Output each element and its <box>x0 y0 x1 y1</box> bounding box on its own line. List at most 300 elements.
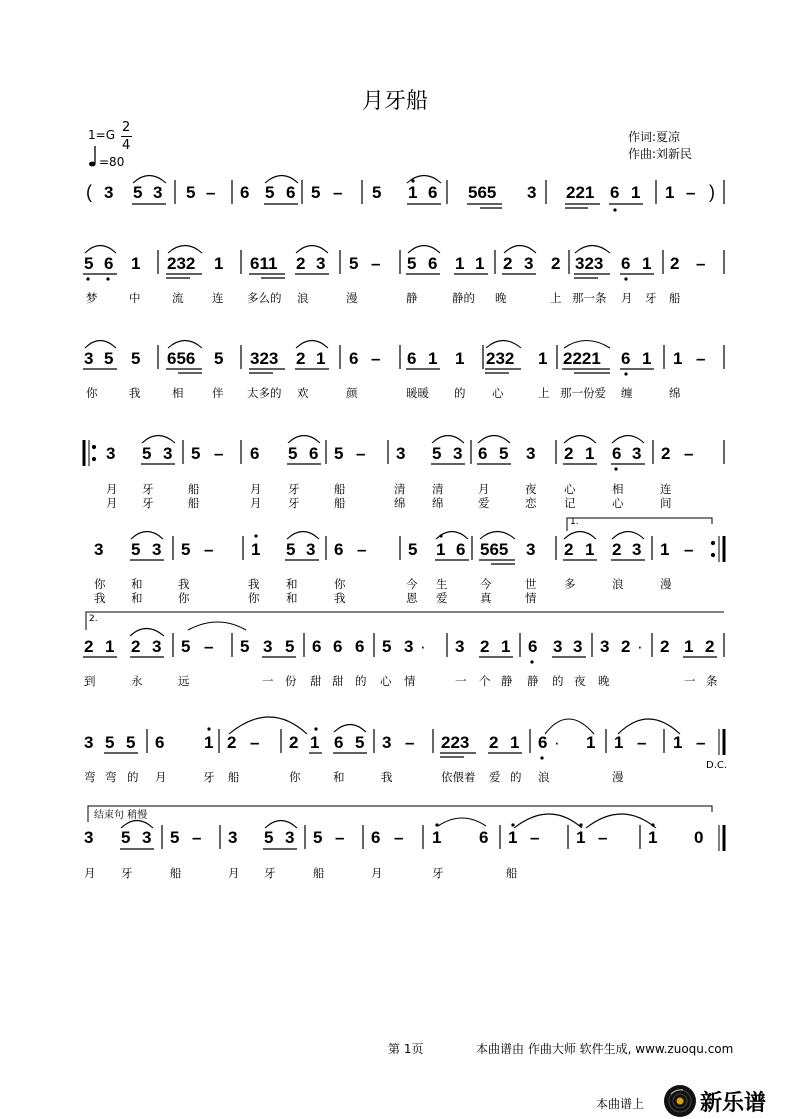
lyric: 情 <box>404 674 416 688</box>
lyric: 一 <box>455 674 467 688</box>
lyric: 船 <box>334 496 346 510</box>
lyric: 爱 <box>489 770 501 784</box>
lyric: 那一条 <box>572 291 607 305</box>
svg-text:1: 1 <box>432 828 442 847</box>
lyric: 绵 <box>432 496 444 510</box>
svg-text:6: 6 <box>355 637 365 656</box>
lyric: 牙 <box>121 866 133 880</box>
lyric: 和 <box>333 770 345 784</box>
svg-text:1: 1 <box>436 540 446 559</box>
da-capo-mark: D.C. <box>706 760 728 771</box>
svg-text:3: 3 <box>84 349 94 368</box>
svg-text:–: – <box>204 540 214 559</box>
lyric: 静 <box>527 674 539 688</box>
lyric: 船 <box>506 866 518 880</box>
lyric: 漫 <box>660 577 672 591</box>
svg-text:1: 1 <box>631 183 641 202</box>
svg-text:5: 5 <box>372 183 382 202</box>
lyric: 我 <box>178 577 190 591</box>
open-paren: ( <box>86 182 92 202</box>
lyric: 牙 <box>203 770 215 784</box>
svg-text:3: 3 <box>600 637 610 656</box>
lyric: 月 <box>250 496 262 510</box>
lyric: 世 <box>525 577 537 591</box>
lyric: 连 <box>212 291 224 305</box>
svg-text:–: – <box>333 183 343 202</box>
svg-text:1: 1 <box>665 183 675 202</box>
svg-text:2: 2 <box>612 540 622 559</box>
lyric: 相 <box>612 482 624 496</box>
lyric: 的 <box>127 770 139 784</box>
lyric: 我 <box>334 591 346 605</box>
svg-text:3: 3 <box>163 444 173 463</box>
lyric: 牙 <box>142 496 154 510</box>
svg-text:3: 3 <box>453 444 463 463</box>
lyric: 的 <box>552 674 564 688</box>
svg-text:5: 5 <box>240 637 250 656</box>
lyric: 你 <box>289 770 301 784</box>
upload-credit: 本曲谱上 <box>596 1097 645 1111</box>
svg-text:6: 6 <box>479 828 489 847</box>
svg-text:2: 2 <box>489 733 499 752</box>
lyric: 中 <box>129 291 141 305</box>
svg-text:6: 6 <box>104 254 114 273</box>
svg-text:1: 1 <box>475 254 485 273</box>
svg-text:6: 6 <box>333 637 343 656</box>
lyric: 船 <box>188 496 200 510</box>
svg-text:5: 5 <box>170 828 180 847</box>
page-number: 第 1页 <box>388 1042 424 1056</box>
svg-text:2: 2 <box>84 637 94 656</box>
svg-text:221: 221 <box>566 183 595 202</box>
lyric: 太多的 <box>247 386 282 400</box>
svg-text:–: – <box>357 540 367 559</box>
svg-text:5: 5 <box>408 540 418 559</box>
svg-text:223: 223 <box>441 733 470 752</box>
svg-text:3: 3 <box>84 733 94 752</box>
lyric: 月 <box>371 866 383 880</box>
svg-text:5: 5 <box>382 637 392 656</box>
svg-text:3: 3 <box>153 183 163 202</box>
lyric: 和 <box>286 577 298 591</box>
svg-text:1: 1 <box>204 733 214 752</box>
lyric: 静的 <box>452 291 475 305</box>
lyric: 恋 <box>525 496 537 510</box>
svg-text:2221: 2221 <box>563 349 601 368</box>
lyric: 月 <box>250 482 262 496</box>
svg-text:5: 5 <box>499 444 509 463</box>
svg-text:5: 5 <box>432 444 442 463</box>
svg-text:3: 3 <box>632 444 642 463</box>
lyric: 爱 <box>478 496 490 510</box>
svg-text:232: 232 <box>167 254 196 273</box>
svg-text:2: 2 <box>621 637 631 656</box>
lyric: 牙 <box>432 866 444 880</box>
svg-text:6: 6 <box>407 349 417 368</box>
lyric: 月 <box>106 496 118 510</box>
svg-text:3: 3 <box>94 540 104 559</box>
svg-text:6: 6 <box>250 444 260 463</box>
lyric: 甜 <box>310 674 322 688</box>
lyric: 的 <box>355 674 367 688</box>
svg-text:6: 6 <box>334 540 344 559</box>
svg-text:1: 1 <box>673 349 683 368</box>
svg-text:1: 1 <box>673 733 683 752</box>
svg-text:565: 565 <box>468 183 497 202</box>
lyric: 静 <box>501 674 513 688</box>
svg-text:–: – <box>530 828 540 847</box>
svg-text:5: 5 <box>265 183 275 202</box>
svg-text:·: · <box>637 637 643 656</box>
svg-text:5: 5 <box>313 828 323 847</box>
svg-text:2: 2 <box>480 637 490 656</box>
svg-text:–: – <box>214 444 224 463</box>
ending-mark: 结束句 稍慢 <box>94 810 148 821</box>
lyric: 船 <box>334 482 346 496</box>
lyric: 月 <box>621 291 633 305</box>
svg-text:5: 5 <box>104 349 114 368</box>
svg-text:3: 3 <box>573 637 583 656</box>
svg-text:–: – <box>684 540 694 559</box>
lyric: 我 <box>94 591 106 605</box>
svg-text:–: – <box>356 444 366 463</box>
svg-text:1: 1 <box>501 637 511 656</box>
lyric: 和 <box>131 577 143 591</box>
svg-text:3: 3 <box>228 828 238 847</box>
lyric: 你 <box>86 386 98 400</box>
svg-text:–: – <box>696 349 706 368</box>
lyric: 你 <box>248 591 260 605</box>
lyric: 缠 <box>621 386 633 400</box>
lyric: 船 <box>170 866 182 880</box>
svg-text:1: 1 <box>508 828 518 847</box>
svg-text:1: 1 <box>455 254 465 273</box>
svg-text:5: 5 <box>186 183 196 202</box>
svg-text:6: 6 <box>456 540 466 559</box>
lyric: 夜 <box>574 674 586 688</box>
lyric: 船 <box>228 770 240 784</box>
lyric: 情 <box>525 591 537 605</box>
lyric: 月 <box>155 770 167 784</box>
svg-text:1: 1 <box>105 637 115 656</box>
lyric: 和 <box>286 591 298 605</box>
svg-text:3: 3 <box>527 183 537 202</box>
svg-text:3: 3 <box>632 540 642 559</box>
svg-text:2: 2 <box>670 254 680 273</box>
lyric: 连 <box>660 482 672 496</box>
svg-text:6: 6 <box>349 349 359 368</box>
svg-text:–: – <box>637 733 647 752</box>
lyric: 浪 <box>297 291 309 305</box>
svg-text:5: 5 <box>288 444 298 463</box>
svg-text:2: 2 <box>660 637 670 656</box>
svg-text:5: 5 <box>142 444 152 463</box>
svg-text:–: – <box>684 444 694 463</box>
svg-text:6: 6 <box>286 183 296 202</box>
svg-text:5: 5 <box>131 349 141 368</box>
svg-text:6: 6 <box>312 637 322 656</box>
lyric: 绵 <box>394 496 406 510</box>
lyric: 牙 <box>142 482 154 496</box>
svg-text:1: 1 <box>684 637 694 656</box>
lyric: 真 <box>480 591 492 605</box>
lyric: 我 <box>248 577 260 591</box>
lyric: 夜 <box>525 482 537 496</box>
svg-text:6: 6 <box>538 733 548 752</box>
svg-text:1: 1 <box>642 349 652 368</box>
svg-text:·: · <box>554 733 560 752</box>
svg-text:2: 2 <box>227 733 237 752</box>
lyric: 暖暖 <box>406 386 429 400</box>
svg-text:3: 3 <box>152 637 162 656</box>
svg-text:–: – <box>204 637 214 656</box>
lyric: 一 <box>684 674 696 688</box>
svg-text:3: 3 <box>404 637 414 656</box>
svg-text:3: 3 <box>316 254 326 273</box>
lyric: 牙 <box>288 496 300 510</box>
svg-text:1: 1 <box>660 540 670 559</box>
lyric: 的 <box>454 386 466 400</box>
lyric: 份 <box>285 674 297 688</box>
svg-text:6: 6 <box>240 183 250 202</box>
lyric: 生 <box>436 577 448 591</box>
lyric: 爱 <box>436 591 448 605</box>
lyric: 多 <box>564 577 576 591</box>
svg-text:3: 3 <box>455 637 465 656</box>
svg-text:6: 6 <box>334 733 344 752</box>
lyric: 绵 <box>669 386 681 400</box>
svg-text:6: 6 <box>155 733 165 752</box>
svg-text:6: 6 <box>528 637 538 656</box>
svg-text:3: 3 <box>396 444 406 463</box>
svg-text:2: 2 <box>564 444 574 463</box>
svg-text:·: · <box>420 637 426 656</box>
volta-1-label: 1. <box>570 517 579 527</box>
lyric: 伴 <box>212 386 224 400</box>
time-signature-bottom: 4 <box>122 138 131 153</box>
lyric: 条 <box>706 674 718 688</box>
svg-text:1: 1 <box>428 349 438 368</box>
svg-text:2: 2 <box>289 733 299 752</box>
svg-text:3: 3 <box>104 183 114 202</box>
lyric: 心 <box>564 482 576 496</box>
svg-text:5: 5 <box>214 349 224 368</box>
lyric: 月 <box>478 482 490 496</box>
svg-text:5: 5 <box>181 637 191 656</box>
lyric: 漫 <box>612 770 624 784</box>
svg-text:1: 1 <box>614 733 624 752</box>
svg-text:3: 3 <box>524 254 534 273</box>
svg-text:–: – <box>192 828 202 847</box>
lyric: 你 <box>178 591 190 605</box>
generator-credit: 本曲谱由 作曲大师 软件生成, www.zuoqu.com <box>476 1042 734 1056</box>
svg-text:1: 1 <box>310 733 320 752</box>
svg-text:1: 1 <box>648 828 658 847</box>
svg-text:6: 6 <box>621 254 631 273</box>
lyric: 永 <box>131 674 143 688</box>
svg-text:–: – <box>394 828 404 847</box>
svg-text:6: 6 <box>610 183 620 202</box>
lyric: 梦 <box>86 291 98 305</box>
svg-text:5: 5 <box>264 828 274 847</box>
lyric: 流 <box>172 291 184 305</box>
svg-text:323: 323 <box>250 349 279 368</box>
lyric: 远 <box>178 674 190 688</box>
lyric: 上 <box>550 291 562 305</box>
lyric: 晚 <box>598 674 610 688</box>
svg-text:1: 1 <box>214 254 224 273</box>
svg-text:3: 3 <box>526 444 536 463</box>
svg-text:5: 5 <box>355 733 365 752</box>
svg-text:–: – <box>206 183 216 202</box>
svg-text:–: – <box>696 254 706 273</box>
svg-text:5: 5 <box>334 444 344 463</box>
svg-text:5: 5 <box>131 540 141 559</box>
lyric: 月 <box>84 866 96 880</box>
lyric: 浪 <box>538 770 550 784</box>
svg-text:5: 5 <box>311 183 321 202</box>
svg-text:1: 1 <box>251 540 261 559</box>
svg-text:565: 565 <box>480 540 509 559</box>
brand-logo: 新乐谱 <box>700 1091 767 1116</box>
lyric: 月 <box>228 866 240 880</box>
lyric: 和 <box>131 591 143 605</box>
lyric: 弯 <box>105 770 117 784</box>
svg-text:2: 2 <box>564 540 574 559</box>
lyric: 月 <box>106 482 118 496</box>
lyric: 颜 <box>346 386 358 400</box>
svg-text:3: 3 <box>306 540 316 559</box>
lyric: 弯 <box>84 770 96 784</box>
svg-text:6: 6 <box>478 444 488 463</box>
svg-text:1: 1 <box>316 349 326 368</box>
svg-text:5: 5 <box>105 733 115 752</box>
svg-text:1: 1 <box>586 733 596 752</box>
lyric: 清 <box>432 482 444 496</box>
svg-text:6: 6 <box>371 828 381 847</box>
svg-text:6: 6 <box>428 183 438 202</box>
lyric: 牙 <box>288 482 300 496</box>
svg-text:1: 1 <box>538 349 548 368</box>
svg-text:3: 3 <box>142 828 152 847</box>
svg-text:3: 3 <box>106 444 116 463</box>
svg-text:5: 5 <box>121 828 131 847</box>
lyric: 晚 <box>495 291 507 305</box>
svg-text:3: 3 <box>285 828 295 847</box>
svg-text:–: – <box>598 828 608 847</box>
svg-text:5: 5 <box>84 254 94 273</box>
svg-text:5: 5 <box>126 733 136 752</box>
svg-text:2: 2 <box>296 349 306 368</box>
svg-text:3: 3 <box>526 540 536 559</box>
vinyl-record-icon <box>663 1084 697 1119</box>
svg-text:–: – <box>371 349 381 368</box>
lyric: 静 <box>406 291 418 305</box>
lyric: 记 <box>564 496 576 510</box>
svg-text:6: 6 <box>621 349 631 368</box>
svg-text:–: – <box>250 733 260 752</box>
lyric: 个 <box>479 674 491 688</box>
lyric: 牙 <box>645 291 657 305</box>
lyric: 那一份爱 <box>560 386 606 400</box>
lyric: 多么的 <box>247 291 282 305</box>
svg-text:5: 5 <box>191 444 201 463</box>
lyric: 我 <box>129 386 141 400</box>
lyric: 你 <box>334 577 346 591</box>
song-title: 月牙船 <box>361 89 428 114</box>
lyric: 的 <box>510 770 522 784</box>
svg-text:5: 5 <box>349 254 359 273</box>
time-signature-top: 2 <box>122 120 131 135</box>
svg-text:1: 1 <box>585 444 595 463</box>
svg-text:2: 2 <box>296 254 306 273</box>
svg-text:3: 3 <box>84 828 94 847</box>
lyric: 心 <box>492 386 504 400</box>
svg-text:1: 1 <box>585 540 595 559</box>
svg-text:2: 2 <box>661 444 671 463</box>
lyric: 间 <box>660 496 672 510</box>
tempo-marking: =80 <box>99 155 125 169</box>
lyric: 我 <box>381 770 393 784</box>
lyric: 你 <box>94 577 106 591</box>
lyric: 一 <box>262 674 274 688</box>
svg-text:6: 6 <box>428 254 438 273</box>
lyric: 漫 <box>346 291 358 305</box>
lyric: 心 <box>380 674 392 688</box>
volta-2-label: 2. <box>89 614 98 624</box>
lyric: 浪 <box>612 577 624 591</box>
svg-text:2: 2 <box>705 637 715 656</box>
svg-text:1: 1 <box>131 254 141 273</box>
svg-text:0: 0 <box>694 828 704 847</box>
svg-text:5: 5 <box>407 254 417 273</box>
lyric: 今 <box>406 577 418 591</box>
lyric: 今 <box>480 577 492 591</box>
svg-text:–: – <box>335 828 345 847</box>
svg-text:232: 232 <box>486 349 515 368</box>
svg-text:–: – <box>371 254 381 273</box>
lyric: 船 <box>188 482 200 496</box>
svg-text:323: 323 <box>575 254 604 273</box>
svg-text:3: 3 <box>553 637 563 656</box>
lyric: 上 <box>538 386 550 400</box>
svg-text:1: 1 <box>408 183 418 202</box>
lyric: 恩 <box>406 591 418 605</box>
svg-text:2: 2 <box>551 254 561 273</box>
svg-text:1: 1 <box>642 254 652 273</box>
lyric: 到 <box>84 674 96 688</box>
lyric: 欢 <box>297 386 309 400</box>
key-signature: 1=G <box>88 128 115 142</box>
svg-text:3: 3 <box>263 637 273 656</box>
svg-text:611: 611 <box>250 254 278 273</box>
svg-text:1: 1 <box>455 349 465 368</box>
svg-text:2: 2 <box>503 254 513 273</box>
svg-text:5: 5 <box>285 637 295 656</box>
composer-credit: 作曲:刘新民 <box>628 147 693 161</box>
svg-text:3: 3 <box>152 540 162 559</box>
lyric: 牙 <box>264 866 276 880</box>
lyric: 船 <box>669 291 681 305</box>
lyricist-credit: 作词:夏凉 <box>628 130 681 144</box>
svg-text:6: 6 <box>612 444 622 463</box>
svg-text:–: – <box>696 733 706 752</box>
svg-text:–: – <box>405 733 415 752</box>
svg-text:656: 656 <box>167 349 196 368</box>
svg-text:6: 6 <box>309 444 319 463</box>
svg-text:1: 1 <box>510 733 520 752</box>
lyric: 船 <box>313 866 325 880</box>
